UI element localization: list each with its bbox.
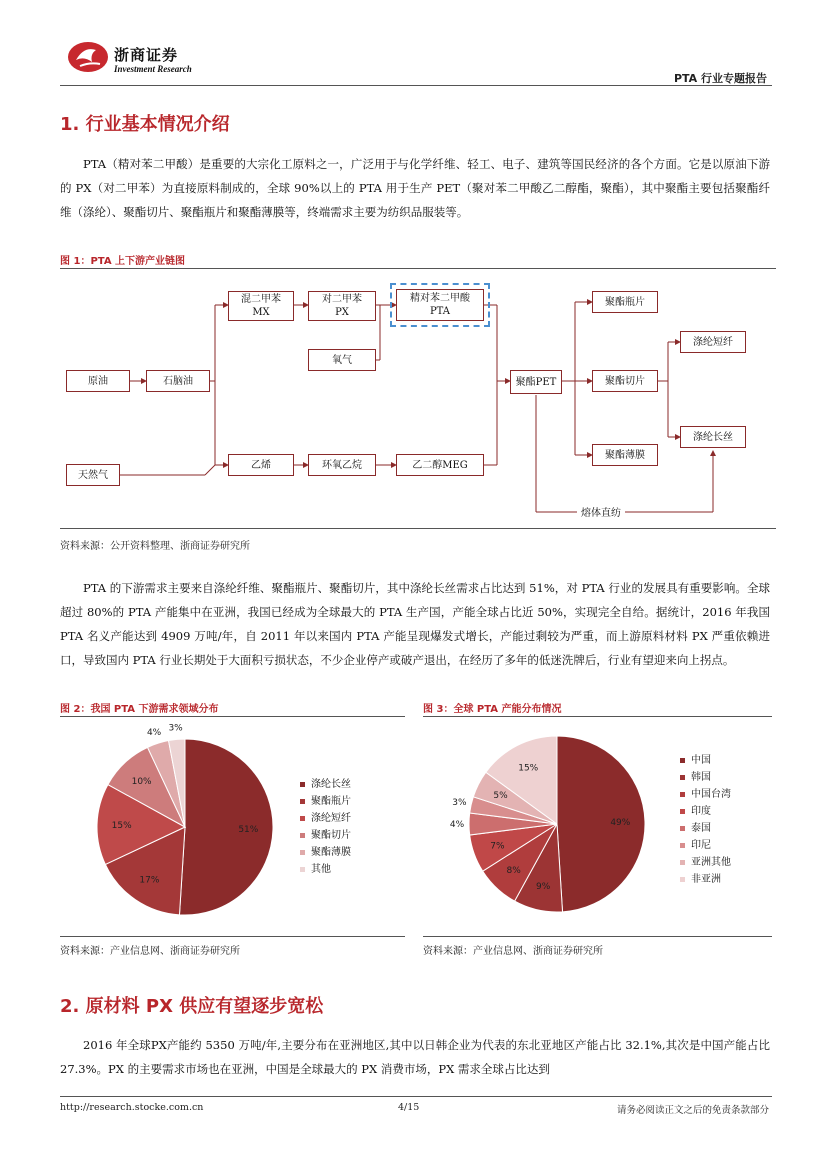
node-px bbox=[308, 291, 376, 321]
pie3-legend-label: 韩国 bbox=[691, 772, 711, 783]
node-polyester-chip bbox=[592, 370, 658, 392]
section-1-title: 1. 行业基本情况介绍 bbox=[60, 114, 230, 135]
node-ethylene-oxide-label: 环氧乙烷 bbox=[322, 459, 362, 471]
pie3-data-label-7: 15% bbox=[518, 763, 539, 774]
figure-2-bottom-rule bbox=[60, 936, 405, 937]
pie2-legend-label: 聚酯切片 bbox=[311, 830, 351, 841]
brand-name-en: Investment Research bbox=[114, 64, 192, 74]
node-filament bbox=[680, 426, 746, 448]
pie3-legend-swatch bbox=[680, 843, 685, 848]
node-naphtha-label: 石脑油 bbox=[163, 375, 193, 387]
pie3-legend-item bbox=[680, 752, 731, 769]
node-pta-label-1: 精对苯二甲酸 bbox=[410, 293, 470, 304]
pie3-legend-item bbox=[680, 786, 731, 803]
pie2-legend-swatch bbox=[300, 867, 305, 872]
pie-chart-downstream-demand bbox=[60, 722, 405, 932]
pie3-legend-swatch bbox=[680, 775, 685, 780]
section-2-paragraph-1: 2016 年全球PX产能约 5350 万吨/年,主要分布在亚洲地区,其中以日韩企业为代表的东北亚地区产能占比 32.1%,其次是中国产能占比 27.3%。PX 的主要需求市场也在亚洲，中国是全球最大的 PX 消费市场，PX 需求全球占比达到 bbox=[60, 1038, 770, 1076]
node-oxygen bbox=[308, 349, 376, 371]
pie2-data-label-2: 15% bbox=[111, 821, 132, 832]
pie2-legend-swatch bbox=[300, 782, 305, 787]
pie3-legend-swatch bbox=[680, 860, 685, 865]
node-oxygen-label: 氧气 bbox=[332, 354, 352, 366]
pie3-legend-label: 中国 bbox=[691, 755, 711, 766]
pie3-legend-item bbox=[680, 854, 731, 871]
brand-name-cn: 浙商证券 bbox=[114, 46, 179, 64]
node-crude-oil bbox=[66, 370, 130, 392]
pie3-legend-item bbox=[680, 820, 731, 837]
pie3-legend-label: 非亚洲 bbox=[691, 874, 721, 885]
node-ethylene-label: 乙烯 bbox=[251, 459, 271, 471]
pie2-legend-item bbox=[300, 793, 351, 810]
node-ethylene-oxide bbox=[308, 454, 376, 476]
node-pta-label-2: PTA bbox=[429, 306, 451, 317]
logo-icon bbox=[66, 40, 110, 74]
pie3-legend-item bbox=[680, 837, 731, 854]
pie2-legend-label: 其他 bbox=[311, 864, 331, 875]
pie2-slice-0 bbox=[179, 739, 273, 915]
pie3-legend-swatch bbox=[680, 826, 685, 831]
pie3-slice-0 bbox=[557, 736, 645, 912]
pie2-legend-item bbox=[300, 810, 351, 827]
figure-2-source: 资料来源：产业信息网、浙商证券研究所 bbox=[60, 946, 240, 957]
pie3-data-label-2: 8% bbox=[506, 866, 521, 877]
node-px-label-1: 对二甲苯 bbox=[322, 294, 362, 305]
figure-2-top-rule bbox=[60, 716, 405, 717]
header-divider bbox=[60, 85, 772, 86]
node-naphtha bbox=[146, 370, 210, 392]
figure-1-source: 资料来源：公开资料整理、浙商证券研究所 bbox=[60, 541, 250, 552]
pie3-legend-label: 中国台湾 bbox=[691, 789, 731, 800]
pie3-data-label-0: 49% bbox=[610, 818, 631, 829]
footer-divider bbox=[60, 1096, 772, 1097]
pie3-data-label-5: 3% bbox=[452, 798, 467, 809]
section-1-paragraph-2: PTA 的下游需求主要来自涤纶纤维、聚酯瓶片、聚酯切片，其中涤纶长丝需求占比达到 51%，对 PTA 行业的发展具有重要影响。全球超过 80%的 PTA 产能集中在亚洲，我国已经成为全球最大的 PTA 生产国，产能全球占比近 50%，实现完全自给。据统计，2016 年我国 PTA 名义产能达到 4909 万吨/年，自 2011 年以来国内 PTA 产能呈现爆发式增长，产能过剩较为严重，而上游原料材料 PX 严重依赖进口，导致国内 PTA 行业长期处于大面积亏损状态，不少企业停产或破产退出，在经历了多年的低迷洗牌后，行业有望迎来向上拐点。 bbox=[60, 581, 770, 667]
figure-3-source: 资料来源：产业信息网、浙商证券研究所 bbox=[423, 946, 603, 957]
node-ethylene bbox=[228, 454, 294, 476]
node-bottle-chip-label: 聚酯瓶片 bbox=[605, 296, 645, 308]
pie3-legend-label: 印尼 bbox=[691, 840, 711, 851]
node-natural-gas-label: 天然气 bbox=[78, 469, 108, 481]
pie2-legend-swatch bbox=[300, 833, 305, 838]
pie2-data-label-3: 10% bbox=[131, 776, 152, 787]
node-pet-label: 聚酯PET bbox=[515, 376, 557, 388]
figure-3-title: 图 3：全球 PTA 产能分布情况 bbox=[423, 704, 562, 715]
pie2-legend-item bbox=[300, 776, 351, 793]
pie3-legend-label: 亚洲其他 bbox=[691, 857, 731, 868]
node-crude-oil-label: 原油 bbox=[88, 375, 108, 387]
pie2-legend-swatch bbox=[300, 850, 305, 855]
pie3-data-label-1: 9% bbox=[536, 881, 551, 892]
node-meg-label: 乙二醇MEG bbox=[412, 459, 468, 471]
node-bottle-chip bbox=[592, 291, 658, 313]
figure-1-title: 图 1：PTA 上下游产业链图 bbox=[60, 256, 186, 267]
pie2-legend-label: 涤纶长丝 bbox=[311, 779, 351, 790]
figure-3-bottom-rule bbox=[423, 936, 772, 937]
node-natural-gas bbox=[66, 464, 120, 486]
figure-1-bottom-rule bbox=[60, 528, 776, 529]
pie2-legend-swatch bbox=[300, 799, 305, 804]
node-staple-fiber-label: 涤纶短纤 bbox=[693, 336, 733, 348]
page-number: 4/15 bbox=[398, 1102, 420, 1113]
pie2-legend-swatch bbox=[300, 816, 305, 821]
node-polyester-film bbox=[592, 444, 658, 466]
pie3-data-label-4: 4% bbox=[449, 820, 465, 830]
pie2-data-label-1: 17% bbox=[139, 875, 160, 886]
pie3-data-label-3: 7% bbox=[490, 841, 505, 852]
node-meg bbox=[396, 454, 484, 476]
node-staple-fiber bbox=[680, 331, 746, 353]
pie2-legend-item bbox=[300, 827, 351, 844]
footer-disclaimer: 请务必阅读正文之后的免责条款部分 bbox=[616, 1105, 769, 1116]
section-2-title: 2. 原材料 PX 供应有望逐步宽松 bbox=[60, 996, 324, 1017]
pie2-data-label-5: 3% bbox=[168, 723, 183, 734]
pie3-legend-label: 印度 bbox=[691, 806, 711, 817]
label-direct-spinning: 熔体直纺 bbox=[577, 504, 625, 519]
pie2-data-label-4: 4% bbox=[146, 727, 162, 738]
pie2-legend-label: 聚酯瓶片 bbox=[311, 796, 351, 807]
node-mx-label-1: 混二甲苯 bbox=[241, 294, 281, 305]
pie2-data-label-0: 51% bbox=[238, 824, 259, 835]
pie2-legend-item bbox=[300, 861, 351, 878]
footer-url-link[interactable]: http://research.stocke.com.cn bbox=[60, 1102, 204, 1113]
node-mx bbox=[228, 291, 294, 321]
figure-1-top-rule bbox=[60, 268, 776, 269]
pie3-legend-item bbox=[680, 769, 731, 786]
node-mx-label-2: MX bbox=[252, 307, 270, 318]
figure-2-title: 图 2：我国 PTA 下游需求领域分布 bbox=[60, 704, 219, 715]
pie3-legend-swatch bbox=[680, 809, 685, 814]
node-pet bbox=[510, 370, 562, 394]
pie2-legend-label: 聚酯薄膜 bbox=[311, 847, 351, 858]
pie3-legend-item bbox=[680, 871, 731, 888]
pie2-legend-label: 涤纶短纤 bbox=[311, 813, 351, 824]
pie3-data-label-6: 5% bbox=[493, 791, 508, 802]
pie3-legend-swatch bbox=[680, 792, 685, 797]
pie3-legend-swatch bbox=[680, 758, 685, 763]
pie3-legend-item bbox=[680, 803, 731, 820]
node-px-label-2: PX bbox=[335, 307, 349, 318]
figure-3-top-rule bbox=[423, 716, 772, 717]
node-polyester-film-label: 聚酯薄膜 bbox=[605, 449, 645, 461]
node-polyester-chip-label: 聚酯切片 bbox=[605, 375, 645, 387]
pie2-legend-item bbox=[300, 844, 351, 861]
report-title: PTA 行业专题报告 bbox=[673, 72, 767, 85]
pie3-legend-label: 泰国 bbox=[691, 823, 711, 834]
pie-2-legend bbox=[300, 776, 351, 878]
section-1-paragraph-1: PTA（精对苯二甲酸）是重要的大宗化工原料之一，广泛用于与化学纤维、轻工、电子、建筑等国民经济的各个方面。它是以原油下游的 PX（对二甲苯）为直接原料制成的，全球 90%以上的 PTA 用于生产 PET（聚对苯二甲酸乙二醇酯，聚酯），其中聚酯主要包括聚酯纤维（涤纶）、聚酯切片、聚酯瓶片和聚酯薄膜等，终端需求主要为纺织品服装等。 bbox=[60, 157, 770, 219]
pie3-legend-swatch bbox=[680, 877, 685, 882]
node-pta bbox=[396, 289, 484, 321]
pie-3-legend bbox=[680, 752, 731, 888]
node-filament-label: 涤纶长丝 bbox=[693, 431, 733, 443]
